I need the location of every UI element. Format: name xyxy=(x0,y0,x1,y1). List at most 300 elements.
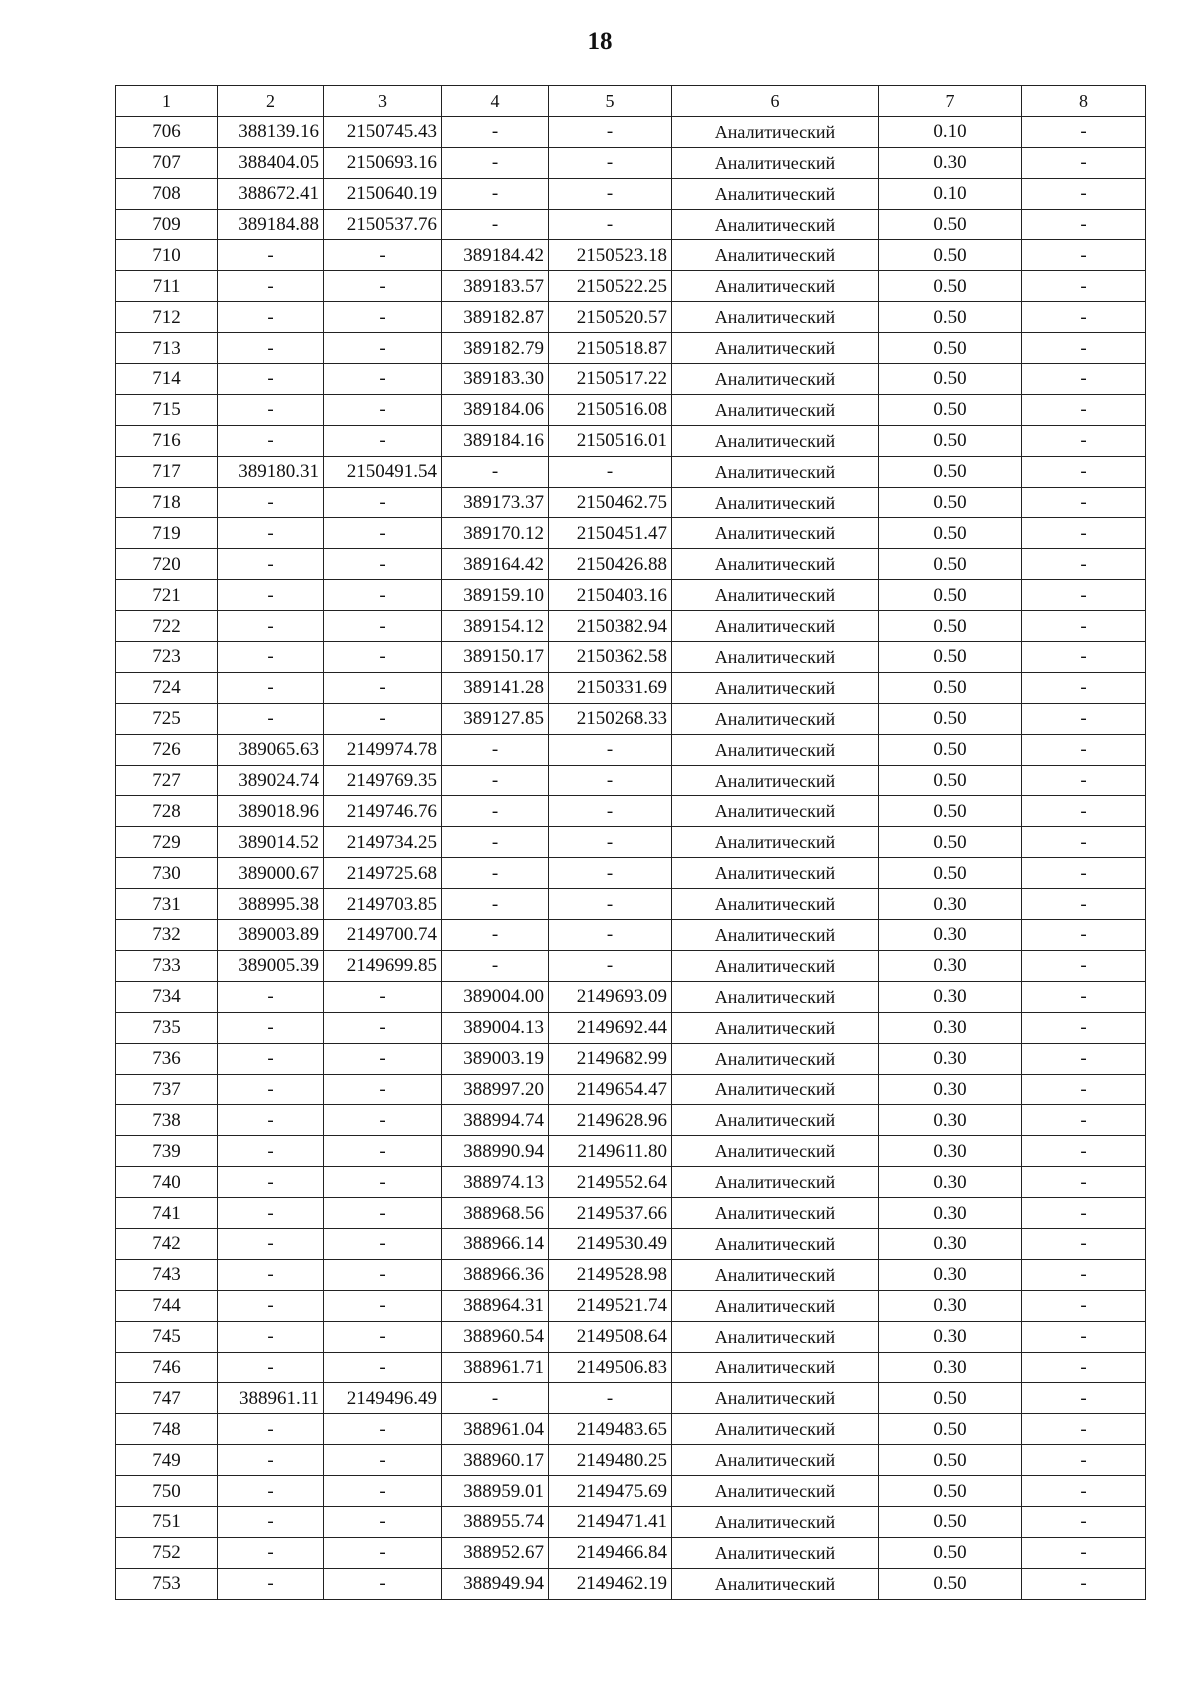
table-cell-col7: 0.50 xyxy=(879,364,1022,395)
table-cell-col5: - xyxy=(549,209,672,240)
table-cell-col1: 741 xyxy=(116,1198,218,1229)
table-row xyxy=(116,1445,1146,1476)
table-cell-col5: 2149471.41 xyxy=(549,1506,672,1537)
table-cell-col1: 734 xyxy=(116,981,218,1012)
table-cell-col2: - xyxy=(218,425,324,456)
table-cell-col2: - xyxy=(218,1105,324,1136)
table-row xyxy=(116,364,1146,395)
table-cell-col4: - xyxy=(442,178,549,209)
table-cell-col4: 389173.37 xyxy=(442,487,549,518)
table-cell-col7: 0.50 xyxy=(879,271,1022,302)
header-row xyxy=(116,86,1146,117)
table-cell-col3: 2149734.25 xyxy=(324,827,442,858)
table-cell-col7: 0.50 xyxy=(879,642,1022,673)
table-cell-col2: - xyxy=(218,1537,324,1568)
table-cell-col5: - xyxy=(549,858,672,889)
table-row xyxy=(116,889,1146,920)
table-cell-col7: 0.30 xyxy=(879,1259,1022,1290)
table-cell-col8: - xyxy=(1022,1043,1146,1074)
table-cell-col2: - xyxy=(218,1074,324,1105)
table-cell-col2: - xyxy=(218,1352,324,1383)
table-cell-col6: Аналитический xyxy=(672,611,879,642)
table-row xyxy=(116,1383,1146,1414)
table-cell-col3: 2150745.43 xyxy=(324,116,442,147)
table-cell-col8: - xyxy=(1022,302,1146,333)
table-cell-col3: - xyxy=(324,1167,442,1198)
table-cell-col1: 708 xyxy=(116,178,218,209)
table-cell-col6: Аналитический xyxy=(672,642,879,673)
table-cell-col8: - xyxy=(1022,1506,1146,1537)
table-row xyxy=(116,1228,1146,1259)
table-cell-col7: 0.50 xyxy=(879,703,1022,734)
table-cell-col7: 0.50 xyxy=(879,672,1022,703)
table-body xyxy=(116,116,1146,1599)
table-cell-col2: - xyxy=(218,518,324,549)
table-row xyxy=(116,333,1146,364)
table-cell-col4: 389183.30 xyxy=(442,364,549,395)
table-cell-col4: 389150.17 xyxy=(442,642,549,673)
table-cell-col3: - xyxy=(324,580,442,611)
table-cell-col4: 388961.71 xyxy=(442,1352,549,1383)
table-cell-col2: 388139.16 xyxy=(218,116,324,147)
table-cell-col8: - xyxy=(1022,1476,1146,1507)
table-cell-col2: - xyxy=(218,487,324,518)
table-cell-col2: 388995.38 xyxy=(218,889,324,920)
table-cell-col8: - xyxy=(1022,178,1146,209)
table-cell-col6: Аналитический xyxy=(672,1228,879,1259)
table-cell-col3: - xyxy=(324,302,442,333)
table-cell-col7: 0.50 xyxy=(879,1414,1022,1445)
table-cell-col8: - xyxy=(1022,1383,1146,1414)
table-cell-col4: 388966.36 xyxy=(442,1259,549,1290)
table-cell-col6: Аналитический xyxy=(672,394,879,425)
table-cell-col6: Аналитический xyxy=(672,1043,879,1074)
column-header-1: 1 xyxy=(116,86,218,117)
table-cell-col5: - xyxy=(549,889,672,920)
table-cell-col8: - xyxy=(1022,456,1146,487)
table-cell-col2: - xyxy=(218,302,324,333)
table-cell-col1: 735 xyxy=(116,1012,218,1043)
table-cell-col1: 736 xyxy=(116,1043,218,1074)
table-cell-col4: 389184.16 xyxy=(442,425,549,456)
table-cell-col2: 389000.67 xyxy=(218,858,324,889)
table-cell-col3: - xyxy=(324,1568,442,1599)
table-cell-col7: 0.50 xyxy=(879,765,1022,796)
table-row xyxy=(116,209,1146,240)
table-cell-col7: 0.30 xyxy=(879,1074,1022,1105)
table-cell-col6: Аналитический xyxy=(672,1568,879,1599)
table-cell-col3: 2150491.54 xyxy=(324,456,442,487)
table-cell-col4: 388974.13 xyxy=(442,1167,549,1198)
table-cell-col5: 2150331.69 xyxy=(549,672,672,703)
table-row xyxy=(116,981,1146,1012)
table-cell-col6: Аналитический xyxy=(672,1383,879,1414)
table-cell-col1: 737 xyxy=(116,1074,218,1105)
table-cell-col8: - xyxy=(1022,765,1146,796)
table-cell-col4: 389004.00 xyxy=(442,981,549,1012)
table-cell-col4: 388964.31 xyxy=(442,1290,549,1321)
table-cell-col8: - xyxy=(1022,1352,1146,1383)
table-cell-col1: 722 xyxy=(116,611,218,642)
table-cell-col8: - xyxy=(1022,487,1146,518)
table-cell-col8: - xyxy=(1022,889,1146,920)
table-cell-col4: 388966.14 xyxy=(442,1228,549,1259)
table-cell-col3: - xyxy=(324,1506,442,1537)
table-cell-col6: Аналитический xyxy=(672,178,879,209)
table-cell-col6: Аналитический xyxy=(672,1074,879,1105)
table-row xyxy=(116,271,1146,302)
table-cell-col5: - xyxy=(549,950,672,981)
table-cell-col8: - xyxy=(1022,981,1146,1012)
table-cell-col4: 389141.28 xyxy=(442,672,549,703)
table-row xyxy=(116,425,1146,456)
table-cell-col6: Аналитический xyxy=(672,1476,879,1507)
table-cell-col1: 752 xyxy=(116,1537,218,1568)
table-cell-col1: 720 xyxy=(116,549,218,580)
table-cell-col6: Аналитический xyxy=(672,487,879,518)
table-cell-col6: Аналитический xyxy=(672,889,879,920)
table-cell-col2: - xyxy=(218,1414,324,1445)
table-cell-col7: 0.30 xyxy=(879,1290,1022,1321)
table-cell-col3: - xyxy=(324,1198,442,1229)
table-cell-col4: 388949.94 xyxy=(442,1568,549,1599)
table-cell-col4: 389182.87 xyxy=(442,302,549,333)
table-cell-col8: - xyxy=(1022,950,1146,981)
table-cell-col4: 388960.54 xyxy=(442,1321,549,1352)
table-cell-col1: 748 xyxy=(116,1414,218,1445)
table-cell-col8: - xyxy=(1022,1167,1146,1198)
table-cell-col8: - xyxy=(1022,1012,1146,1043)
table-cell-col8: - xyxy=(1022,549,1146,580)
table-cell-col7: 0.50 xyxy=(879,456,1022,487)
table-cell-col1: 742 xyxy=(116,1228,218,1259)
table-cell-col4: - xyxy=(442,116,549,147)
table-row xyxy=(116,1537,1146,1568)
table-cell-col1: 712 xyxy=(116,302,218,333)
table-cell-col6: Аналитический xyxy=(672,147,879,178)
page-number: 18 xyxy=(587,28,613,55)
table-cell-col3: - xyxy=(324,1414,442,1445)
table-cell-col1: 745 xyxy=(116,1321,218,1352)
table-cell-col5: 2149692.44 xyxy=(549,1012,672,1043)
table-cell-col8: - xyxy=(1022,1321,1146,1352)
table-cell-col1: 725 xyxy=(116,703,218,734)
table-cell-col4: 388961.04 xyxy=(442,1414,549,1445)
table-cell-col7: 0.50 xyxy=(879,827,1022,858)
table-cell-col7: 0.30 xyxy=(879,981,1022,1012)
table-cell-col2: - xyxy=(218,333,324,364)
table-cell-col2: - xyxy=(218,1198,324,1229)
table-cell-col2: - xyxy=(218,981,324,1012)
table-cell-col5: 2149521.74 xyxy=(549,1290,672,1321)
table-row xyxy=(116,580,1146,611)
table-cell-col6: Аналитический xyxy=(672,1167,879,1198)
table-cell-col2: - xyxy=(218,1228,324,1259)
table-cell-col6: Аналитический xyxy=(672,518,879,549)
table-cell-col1: 716 xyxy=(116,425,218,456)
table-cell-col7: 0.50 xyxy=(879,1568,1022,1599)
table-cell-col7: 0.50 xyxy=(879,611,1022,642)
table-cell-col1: 719 xyxy=(116,518,218,549)
table-cell-col3: - xyxy=(324,1136,442,1167)
table-cell-col7: 0.50 xyxy=(879,302,1022,333)
table-cell-col2: 389024.74 xyxy=(218,765,324,796)
table-cell-col5: 2150518.87 xyxy=(549,333,672,364)
table-cell-col6: Аналитический xyxy=(672,765,879,796)
table-cell-col7: 0.50 xyxy=(879,240,1022,271)
table-cell-col2: - xyxy=(218,1290,324,1321)
table-cell-col2: - xyxy=(218,672,324,703)
table-cell-col7: 0.50 xyxy=(879,333,1022,364)
table-cell-col4: - xyxy=(442,950,549,981)
table-cell-col5: 2149611.80 xyxy=(549,1136,672,1167)
table-cell-col5: - xyxy=(549,116,672,147)
table-cell-col1: 726 xyxy=(116,734,218,765)
table-cell-col6: Аналитический xyxy=(672,734,879,765)
table-cell-col8: - xyxy=(1022,518,1146,549)
table-cell-col7: 0.50 xyxy=(879,487,1022,518)
table-cell-col7: 0.50 xyxy=(879,425,1022,456)
table-cell-col7: 0.50 xyxy=(879,858,1022,889)
coordinates-table xyxy=(115,85,1146,1600)
table-cell-col1: 721 xyxy=(116,580,218,611)
table-cell-col3: - xyxy=(324,1290,442,1321)
table-cell-col7: 0.50 xyxy=(879,1476,1022,1507)
table-cell-col8: - xyxy=(1022,796,1146,827)
table-cell-col2: - xyxy=(218,580,324,611)
column-header-8: 8 xyxy=(1022,86,1146,117)
table-cell-col6: Аналитический xyxy=(672,333,879,364)
table-cell-col5: 2150426.88 xyxy=(549,549,672,580)
column-header-2: 2 xyxy=(218,86,324,117)
table-cell-col4: 389170.12 xyxy=(442,518,549,549)
table-cell-col6: Аналитический xyxy=(672,240,879,271)
table-cell-col4: - xyxy=(442,734,549,765)
table-cell-col2: - xyxy=(218,1167,324,1198)
table-cell-col3: - xyxy=(324,1445,442,1476)
table-row xyxy=(116,1074,1146,1105)
table-cell-col7: 0.50 xyxy=(879,1506,1022,1537)
table-cell-col1: 733 xyxy=(116,950,218,981)
table-row xyxy=(116,394,1146,425)
table-cell-col1: 723 xyxy=(116,642,218,673)
table-cell-col8: - xyxy=(1022,425,1146,456)
table-cell-col6: Аналитический xyxy=(672,580,879,611)
table-cell-col7: 0.30 xyxy=(879,1352,1022,1383)
table-cell-col2: - xyxy=(218,1321,324,1352)
table-cell-col7: 0.50 xyxy=(879,580,1022,611)
table-cell-col2: - xyxy=(218,1259,324,1290)
table-cell-col1: 744 xyxy=(116,1290,218,1321)
table-cell-col5: 2149475.69 xyxy=(549,1476,672,1507)
table-cell-col4: 389154.12 xyxy=(442,611,549,642)
table-cell-col1: 729 xyxy=(116,827,218,858)
table-cell-col5: 2150462.75 xyxy=(549,487,672,518)
table-row xyxy=(116,827,1146,858)
table-cell-col8: - xyxy=(1022,1568,1146,1599)
table-cell-col4: - xyxy=(442,858,549,889)
table-cell-col3: 2149496.49 xyxy=(324,1383,442,1414)
table-cell-col6: Аналитический xyxy=(672,116,879,147)
table-row xyxy=(116,920,1146,951)
table-cell-col4: 388959.01 xyxy=(442,1476,549,1507)
table-cell-col1: 727 xyxy=(116,765,218,796)
table-cell-col2: 389003.89 xyxy=(218,920,324,951)
table-cell-col7: 0.30 xyxy=(879,147,1022,178)
table-cell-col5: 2149528.98 xyxy=(549,1259,672,1290)
table-cell-col1: 739 xyxy=(116,1136,218,1167)
table-row xyxy=(116,178,1146,209)
table-cell-col2: - xyxy=(218,1506,324,1537)
table-cell-col6: Аналитический xyxy=(672,209,879,240)
table-cell-col6: Аналитический xyxy=(672,1352,879,1383)
table-cell-col5: - xyxy=(549,734,672,765)
table-cell-col2: - xyxy=(218,364,324,395)
table-cell-col5: - xyxy=(549,147,672,178)
table-cell-col5: - xyxy=(549,1383,672,1414)
table-cell-col4: - xyxy=(442,147,549,178)
table-cell-col5: 2150268.33 xyxy=(549,703,672,734)
table-cell-col8: - xyxy=(1022,240,1146,271)
table-cell-col8: - xyxy=(1022,672,1146,703)
table-cell-col4: 389184.42 xyxy=(442,240,549,271)
table-cell-col4: 389159.10 xyxy=(442,580,549,611)
table-cell-col3: - xyxy=(324,1105,442,1136)
table-cell-col5: 2150451.47 xyxy=(549,518,672,549)
table-cell-col2: - xyxy=(218,611,324,642)
table-cell-col4: - xyxy=(442,456,549,487)
table-cell-col5: 2150520.57 xyxy=(549,302,672,333)
table-cell-col5: 2150523.18 xyxy=(549,240,672,271)
table-cell-col3: 2150640.19 xyxy=(324,178,442,209)
table-cell-col5: 2149682.99 xyxy=(549,1043,672,1074)
table-row xyxy=(116,1043,1146,1074)
table-cell-col1: 714 xyxy=(116,364,218,395)
table-row xyxy=(116,734,1146,765)
table-cell-col5: 2149483.65 xyxy=(549,1414,672,1445)
table-cell-col7: 0.30 xyxy=(879,1228,1022,1259)
table-cell-col5: - xyxy=(549,827,672,858)
table-cell-col4: 389127.85 xyxy=(442,703,549,734)
table-cell-col5: 2149530.49 xyxy=(549,1228,672,1259)
table-cell-col5: 2149537.66 xyxy=(549,1198,672,1229)
table-cell-col6: Аналитический xyxy=(672,1198,879,1229)
table-cell-col3: - xyxy=(324,394,442,425)
table-cell-col3: 2149725.68 xyxy=(324,858,442,889)
table-cell-col4: 389182.79 xyxy=(442,333,549,364)
table-cell-col4: 388997.20 xyxy=(442,1074,549,1105)
table-cell-col6: Аналитический xyxy=(672,827,879,858)
table-cell-col1: 753 xyxy=(116,1568,218,1599)
table-row xyxy=(116,1105,1146,1136)
table-row xyxy=(116,240,1146,271)
table-cell-col3: - xyxy=(324,1043,442,1074)
table-cell-col7: 0.30 xyxy=(879,1167,1022,1198)
table-cell-col2: - xyxy=(218,1445,324,1476)
table-cell-col4: 388990.94 xyxy=(442,1136,549,1167)
table-cell-col6: Аналитический xyxy=(672,672,879,703)
table-cell-col7: 0.50 xyxy=(879,394,1022,425)
table-cell-col8: - xyxy=(1022,333,1146,364)
table-row xyxy=(116,116,1146,147)
table-cell-col3: 2149700.74 xyxy=(324,920,442,951)
table-cell-col4: 388994.74 xyxy=(442,1105,549,1136)
table-cell-col7: 0.50 xyxy=(879,1383,1022,1414)
table-cell-col3: - xyxy=(324,425,442,456)
table-cell-col7: 0.50 xyxy=(879,1445,1022,1476)
table-cell-col7: 0.30 xyxy=(879,1105,1022,1136)
table-cell-col8: - xyxy=(1022,271,1146,302)
table-cell-col6: Аналитический xyxy=(672,1105,879,1136)
table-row xyxy=(116,1506,1146,1537)
table-cell-col3: - xyxy=(324,487,442,518)
table-cell-col3: - xyxy=(324,1012,442,1043)
table-cell-col2: - xyxy=(218,1476,324,1507)
table-cell-col4: 389184.06 xyxy=(442,394,549,425)
table-row xyxy=(116,1414,1146,1445)
table-cell-col8: - xyxy=(1022,734,1146,765)
table-cell-col6: Аналитический xyxy=(672,1290,879,1321)
table-row xyxy=(116,672,1146,703)
table-cell-col8: - xyxy=(1022,116,1146,147)
table-cell-col1: 715 xyxy=(116,394,218,425)
table-cell-col3: - xyxy=(324,642,442,673)
table-cell-col5: 2149693.09 xyxy=(549,981,672,1012)
table-cell-col5: 2150403.16 xyxy=(549,580,672,611)
table-cell-col1: 706 xyxy=(116,116,218,147)
table-cell-col2: 389005.39 xyxy=(218,950,324,981)
table-cell-col4: 388955.74 xyxy=(442,1506,549,1537)
table-cell-col2: - xyxy=(218,1136,324,1167)
table-cell-col7: 0.30 xyxy=(879,1136,1022,1167)
table-cell-col7: 0.10 xyxy=(879,178,1022,209)
table-cell-col1: 728 xyxy=(116,796,218,827)
table-cell-col6: Аналитический xyxy=(672,456,879,487)
table-cell-col6: Аналитический xyxy=(672,950,879,981)
table-cell-col3: - xyxy=(324,518,442,549)
table-cell-col2: 389018.96 xyxy=(218,796,324,827)
table-cell-col5: - xyxy=(549,456,672,487)
table-cell-col5: 2149466.84 xyxy=(549,1537,672,1568)
table-cell-col3: - xyxy=(324,333,442,364)
table-cell-col2: - xyxy=(218,549,324,580)
table-row xyxy=(116,611,1146,642)
table-cell-col7: 0.50 xyxy=(879,209,1022,240)
table-cell-col4: - xyxy=(442,209,549,240)
table-cell-col5: 2149462.19 xyxy=(549,1568,672,1599)
table-cell-col2: - xyxy=(218,271,324,302)
table-cell-col3: - xyxy=(324,1321,442,1352)
table-cell-col8: - xyxy=(1022,1537,1146,1568)
table-cell-col7: 0.30 xyxy=(879,889,1022,920)
table-cell-col5: - xyxy=(549,796,672,827)
table-cell-col8: - xyxy=(1022,1228,1146,1259)
table-row xyxy=(116,1290,1146,1321)
table-cell-col6: Аналитический xyxy=(672,1321,879,1352)
table-cell-col4: 389183.57 xyxy=(442,271,549,302)
table-cell-col2: 389180.31 xyxy=(218,456,324,487)
table-cell-col7: 0.50 xyxy=(879,549,1022,580)
table-cell-col6: Аналитический xyxy=(672,1414,879,1445)
table-cell-col2: - xyxy=(218,1568,324,1599)
table-cell-col3: - xyxy=(324,703,442,734)
table-cell-col8: - xyxy=(1022,209,1146,240)
table-cell-col5: - xyxy=(549,178,672,209)
table-cell-col6: Аналитический xyxy=(672,981,879,1012)
table-cell-col5: 2149552.64 xyxy=(549,1167,672,1198)
table-cell-col1: 731 xyxy=(116,889,218,920)
table-cell-col8: - xyxy=(1022,827,1146,858)
